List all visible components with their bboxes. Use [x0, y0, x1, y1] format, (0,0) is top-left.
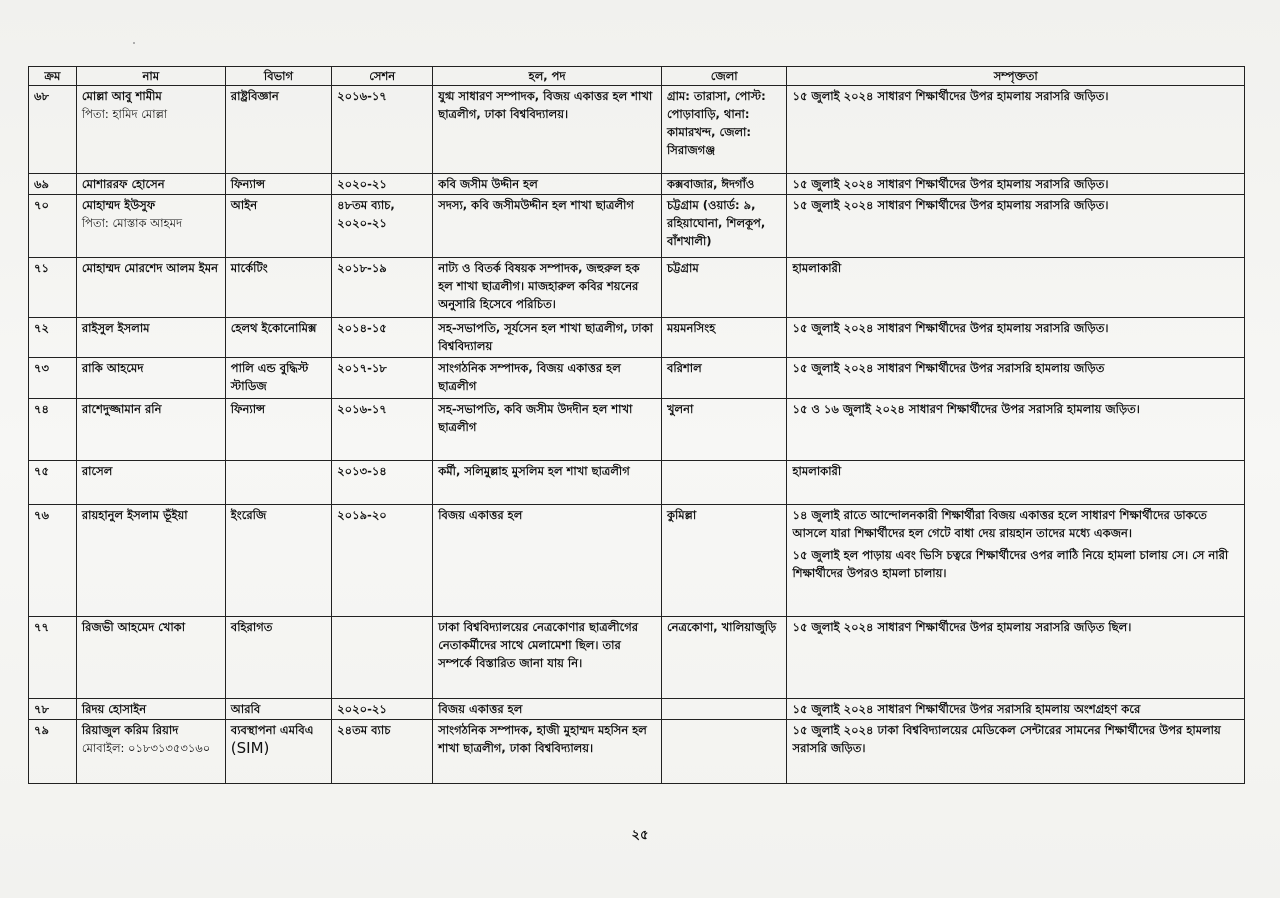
- cell-serial: ৭০: [29, 195, 77, 258]
- cell-involvement: ১৫ ও ১৬ জুলাই ২০২৪ সাধারণ শিক্ষার্থীদের উপর সরাসরি হামলায় জড়িত।: [787, 399, 1245, 461]
- cell-session: ২০১৪-১৫: [332, 318, 433, 358]
- table-row: [29, 86, 1245, 174]
- cell-hall-post: সাংগঠনিক সম্পাদক, হাজী মুহাম্মদ মহসিন হল শাখা ছাত্রলীগ, ঢাকা বিশ্ববিদ্যালয়।: [433, 720, 662, 784]
- cell-name: [76, 505, 225, 617]
- cell-hall-post: কবি জসীম উদ্দীন হল: [433, 174, 662, 195]
- name-subtext: মোবাইল: ০১৮৩১৩৫৩১৬০: [81, 741, 211, 755]
- cell-district: বরিশাল: [661, 358, 787, 399]
- table-row: [29, 318, 1245, 358]
- name-text: রাশেদুজ্জামান রনি: [81, 402, 162, 416]
- cell-district: চট্টগ্রাম: [661, 258, 787, 318]
- header-department: বিভাগ: [225, 67, 331, 86]
- cell-department: বহিরাগত: [225, 617, 331, 699]
- name-text: মোল্লা আবু শামীম: [81, 89, 162, 103]
- cell-name: [76, 258, 225, 318]
- cell-involvement: ১৫ জুলাই ২০২৪ সাধারণ শিক্ষার্থীদের উপর হামলায় সরাসরি জড়িত।: [787, 174, 1245, 195]
- cell-hall-post: বিজয় একাত্তর হল: [433, 699, 662, 720]
- cell-serial: ৬৯: [29, 174, 77, 195]
- cell-district: ময়মনসিংহ: [661, 318, 787, 358]
- cell-district: কুমিল্লা: [661, 505, 787, 617]
- cell-session: ২৪তম ব্যাচ: [332, 720, 433, 784]
- name-text: রিয়াজুল করিম রিয়াদ: [81, 723, 179, 737]
- cell-department: [225, 461, 331, 505]
- table-row: [29, 617, 1245, 699]
- table-row: [29, 174, 1245, 195]
- cell-involvement: ১৫ জুলাই ২০২৪ ঢাকা বিশ্ববিদ্যালয়ের মেডিকেল সেন্টারের সামনের শিক্ষার্থীদের উপর হামলায় সরাসরি জড়িত।: [787, 720, 1245, 784]
- name-text: রায়হানুল ইসলাম ভূঁইয়া: [81, 508, 188, 522]
- cell-department: হেলথ ইকোনোমিক্স: [225, 318, 331, 358]
- scan-speck: [133, 42, 135, 44]
- header-involvement: সম্পৃক্ততা: [787, 67, 1245, 86]
- cell-district: খুলনা: [661, 399, 787, 461]
- cell-session: ২০১৩-১৪: [332, 461, 433, 505]
- cell-department: ফিন্যান্স: [225, 399, 331, 461]
- cell-district: [661, 461, 787, 505]
- name-text: মোশাররফ হোসেন: [81, 177, 165, 191]
- cell-hall-post: সহ-সভাপতি, কবি জসীম উদদীন হল শাখা ছাত্রলীগ: [433, 399, 662, 461]
- cell-serial: ৭৯: [29, 720, 77, 784]
- cell-hall-post: ঢাকা বিশ্ববিদ্যালয়ের নেত্রকোণার ছাত্রলীগের নেতাকর্মীদের সাথে মেলামেশা ছিল। তার সম্পর্কে বিস্তারিত জানা যায় নি।: [433, 617, 662, 699]
- table-row: [29, 505, 1245, 617]
- table-row: [29, 195, 1245, 258]
- cell-involvement: হামলাকারী: [787, 461, 1245, 505]
- cell-session: ২০১৭-১৮: [332, 358, 433, 399]
- cell-hall-post: কর্মী, সলিমুল্লাহ মুসলিম হল শাখা ছাত্রলীগ: [433, 461, 662, 505]
- name-text: রাকি আহমেদ: [81, 361, 144, 375]
- header-serial: ক্রম: [29, 67, 77, 86]
- cell-involvement: ১৫ জুলাই ২০২৪ সাধারণ শিক্ষার্থীদের উপর হামলায় সরাসরি জড়িত।: [787, 86, 1245, 174]
- involvement-text: ১৪ জুলাই রাতে আন্দোলনকারী শিক্ষার্থীরা বিজয় একাত্তর হলে সাধারণ শিক্ষার্থীদের ডাকতে আসলে যারা শিক্ষার্থীদের হল গেটে বাধা দেয় রায়হান তাদের মধ্যে একজন।: [792, 508, 1207, 540]
- cell-district: [661, 720, 787, 784]
- cell-department: ইংরেজি: [225, 505, 331, 617]
- name-subtext: পিতা: মোস্তাক আহমদ: [81, 216, 183, 230]
- cell-hall-post: সদস্য, কবি জসীমউদ্দীন হল শাখা ছাত্রলীগ: [433, 195, 662, 258]
- cell-department: পালি এন্ড বুদ্ধিস্ট স্টাডিজ: [225, 358, 331, 399]
- cell-hall-post: সাংগঠনিক সম্পাদক, বিজয় একাত্তর হল ছাত্রলীগ: [433, 358, 662, 399]
- cell-name: [76, 617, 225, 699]
- cell-serial: ৭৩: [29, 358, 77, 399]
- cell-serial: ৭১: [29, 258, 77, 318]
- cell-involvement: ১৫ জুলাই ২০২৪ সাধারণ শিক্ষার্থীদের উপর হামলায় সরাসরি জড়িত ছিল।: [787, 617, 1245, 699]
- cell-involvement: ১৫ জুলাই ২০২৪ সাধারণ শিক্ষার্থীদের উপর সরাসরি হামলায় অংশগ্রহণ করে: [787, 699, 1245, 720]
- cell-name: [76, 699, 225, 720]
- name-subtext: পিতা: হামিদ মোল্লা: [81, 107, 168, 121]
- name-text: রিজভী আহমেদ খোকা: [81, 620, 186, 634]
- cell-involvement: ১৫ জুলাই ২০২৪ সাধারণ শিক্ষার্থীদের উপর হামলায় সরাসরি জড়িত।: [787, 318, 1245, 358]
- cell-name: [76, 86, 225, 174]
- page-number: ২৫: [631, 828, 649, 843]
- cell-name: [76, 399, 225, 461]
- cell-serial: ৭৪: [29, 399, 77, 461]
- cell-session: [332, 617, 433, 699]
- cell-involvement: ১৫ জুলাই ২০২৪ সাধারণ শিক্ষার্থীদের উপর হামলায় সরাসরি জড়িত।: [787, 195, 1245, 258]
- name-text: মোহাম্মদ মোরশেদ আলম ইমন: [81, 261, 218, 275]
- table-row: [29, 358, 1245, 399]
- table-header-row: [29, 67, 1245, 86]
- cell-name: [76, 195, 225, 258]
- cell-hall-post: যুগ্ম সাধারণ সম্পাদক, বিজয় একাত্তর হল শাখা ছাত্রলীগ, ঢাকা বিশ্ববিদ্যালয়।: [433, 86, 662, 174]
- cell-serial: ৭২: [29, 318, 77, 358]
- cell-district: নেত্রকোণা, খালিয়াজুড়ি: [661, 617, 787, 699]
- header-hall-post: হল, পদ: [433, 67, 662, 86]
- cell-district: গ্রাম: তারাসা, পোস্ট: পোড়াবাড়ি, থানা: কামারখন্দ, জেলা: সিরাজগঞ্জ: [661, 86, 787, 174]
- cell-session: ২০১৯-২০: [332, 505, 433, 617]
- cell-name: [76, 318, 225, 358]
- accused-list-table: [28, 66, 1245, 784]
- cell-involvement: [787, 505, 1245, 617]
- cell-department: মার্কেটিং: [225, 258, 331, 318]
- cell-name: [76, 720, 225, 784]
- cell-department: রাষ্ট্রবিজ্ঞান: [225, 86, 331, 174]
- cell-involvement: ১৫ জুলাই ২০২৪ সাধারণ শিক্ষার্থীদের উপর সরাসরি হামলায় জড়িত: [787, 358, 1245, 399]
- involvement-text-2: ১৫ জুলাই হল পাড়ায় এবং ভিসি চত্বরে শিক্ষার্থীদের ওপর লাঠি নিয়ে হামলা চালায় সে। সে নারী শিক্ষার্থীদের উপরও হামলা চালায়।: [792, 548, 1229, 580]
- cell-department: আইন: [225, 195, 331, 258]
- cell-name: [76, 358, 225, 399]
- department-text: ব্যবস্থাপনা এমবিএ: [230, 723, 314, 737]
- cell-session: ৪৮তম ব্যাচ, ২০২০-২১: [332, 195, 433, 258]
- cell-district: কক্সবাজার, ঈদগাঁও: [661, 174, 787, 195]
- name-text: রাসেল: [81, 464, 113, 478]
- cell-serial: ৭৫: [29, 461, 77, 505]
- cell-involvement: হামলাকারী: [787, 258, 1245, 318]
- header-session: সেশন: [332, 67, 433, 86]
- name-text: মোহাম্মদ ইউসুফ: [81, 198, 156, 212]
- table-row: [29, 461, 1245, 505]
- cell-department: [225, 720, 331, 784]
- table-row: [29, 720, 1245, 784]
- table-row: [29, 699, 1245, 720]
- department-subtext: (SIM): [230, 739, 270, 757]
- table-row: [29, 399, 1245, 461]
- cell-session: ২০২০-২১: [332, 174, 433, 195]
- table-row: [29, 258, 1245, 318]
- cell-serial: ৬৮: [29, 86, 77, 174]
- cell-name: [76, 174, 225, 195]
- cell-district: চট্টগ্রাম (ওয়ার্ড: ৯, রহিয়াঘোনা, শিলকূপ, বাঁশখালী): [661, 195, 787, 258]
- cell-session: ২০১৬-১৭: [332, 399, 433, 461]
- cell-session: ২০২০-২১: [332, 699, 433, 720]
- cell-session: ২০১৬-১৭: [332, 86, 433, 174]
- cell-name: [76, 461, 225, 505]
- cell-serial: ৭৮: [29, 699, 77, 720]
- header-name: নাম: [76, 67, 225, 86]
- name-text: রিদয় হোসাইন: [81, 702, 147, 716]
- cell-hall-post: সহ-সভাপতি, সূর্যসেন হল শাখা ছাত্রলীগ, ঢাকা বিশ্ববিদ্যালয়: [433, 318, 662, 358]
- cell-session: ২০১৮-১৯: [332, 258, 433, 318]
- name-text: রাইসুল ইসলাম: [81, 321, 150, 335]
- cell-serial: ৭৬: [29, 505, 77, 617]
- cell-hall-post: বিজয় একাত্তর হল: [433, 505, 662, 617]
- cell-department: ফিন্যান্স: [225, 174, 331, 195]
- cell-serial: ৭৭: [29, 617, 77, 699]
- cell-hall-post: নাট্য ও বিতর্ক বিষয়ক সম্পাদক, জহুরুল হক হল শাখা ছাত্রলীগ। মাজহারুল কবির শয়নের অনুসারি হিসেবে পরিচিত।: [433, 258, 662, 318]
- cell-department: আরবি: [225, 699, 331, 720]
- header-district: জেলা: [661, 67, 787, 86]
- cell-district: [661, 699, 787, 720]
